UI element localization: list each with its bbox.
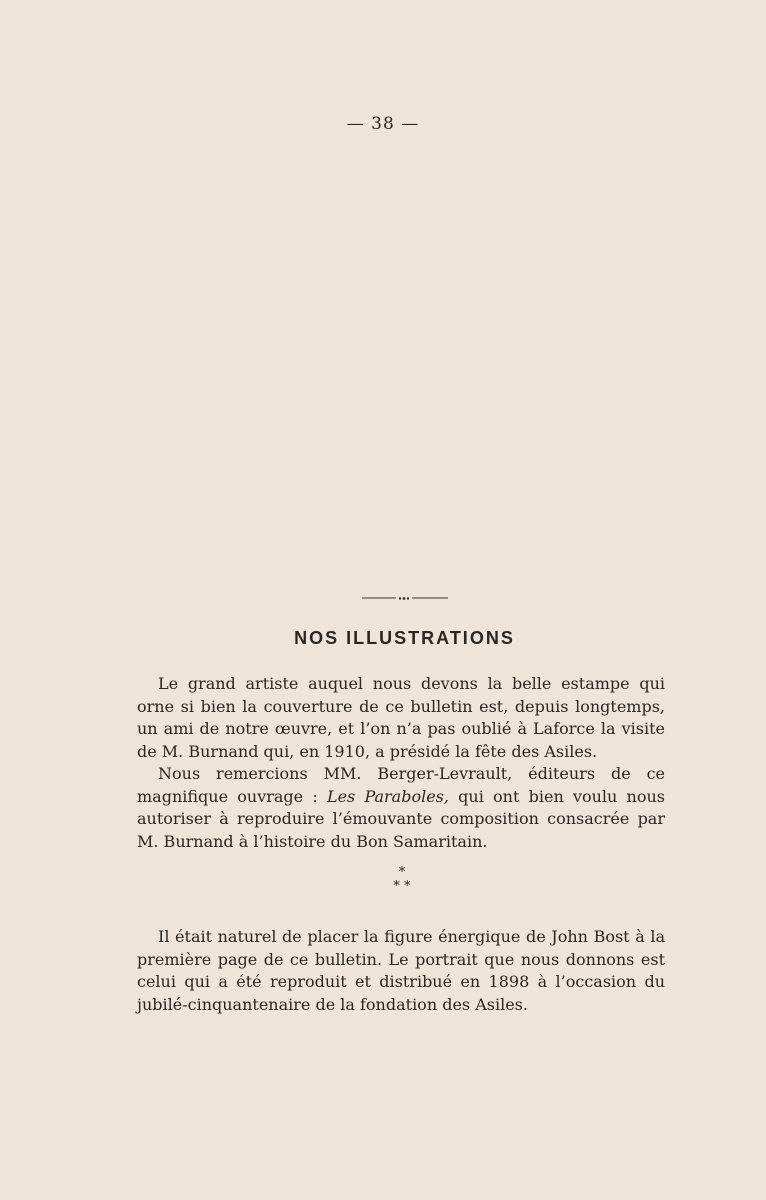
page-number: — 38 — <box>346 114 420 134</box>
section-title: NOS ILLUSTRATIONS <box>294 628 515 648</box>
paragraph-john-bost: Il était naturel de placer la figure énergique de John Bost à la première page de ce bulletin. Le portrait que nous donnons est celui qui a été reproduit et distribué en 1898 à l’occasion du jubilé-cinquantenaire de la fondation des Asiles. <box>137 927 665 1014</box>
paragraph-berger-levrault <box>137 763 665 853</box>
book-title: Les Paraboles, <box>326 786 449 806</box>
paragraph-text-before: Nous remercions MM. Berger-Levrault, éditeurs de ce magnifique ouvrage : <box>137 764 665 806</box>
paragraph-text-after: qui ont bien voulu nous autoriser à reproduire l’émouvante composition consacrée par M. Burnand à l’histoire du Bon Samaritain. <box>137 786 666 851</box>
asterism-bottom: * * <box>393 879 411 894</box>
text-block-portrait <box>137 926 665 1016</box>
text-block-illustrations <box>137 673 665 853</box>
ornament-divider <box>360 592 450 604</box>
asterism-divider <box>372 866 432 894</box>
asterism-top: * <box>398 865 406 880</box>
paragraph-burnand: Le grand artiste auquel nous devons la belle estampe qui orne si bien la couverture de ce bulletin est, depuis longtemps, un ami de notre œuvre, et l’on n’a pas oublié à Laforce la visite de M. Burnand qui, en 1910, a présidé la fête des Asiles. <box>137 674 665 761</box>
